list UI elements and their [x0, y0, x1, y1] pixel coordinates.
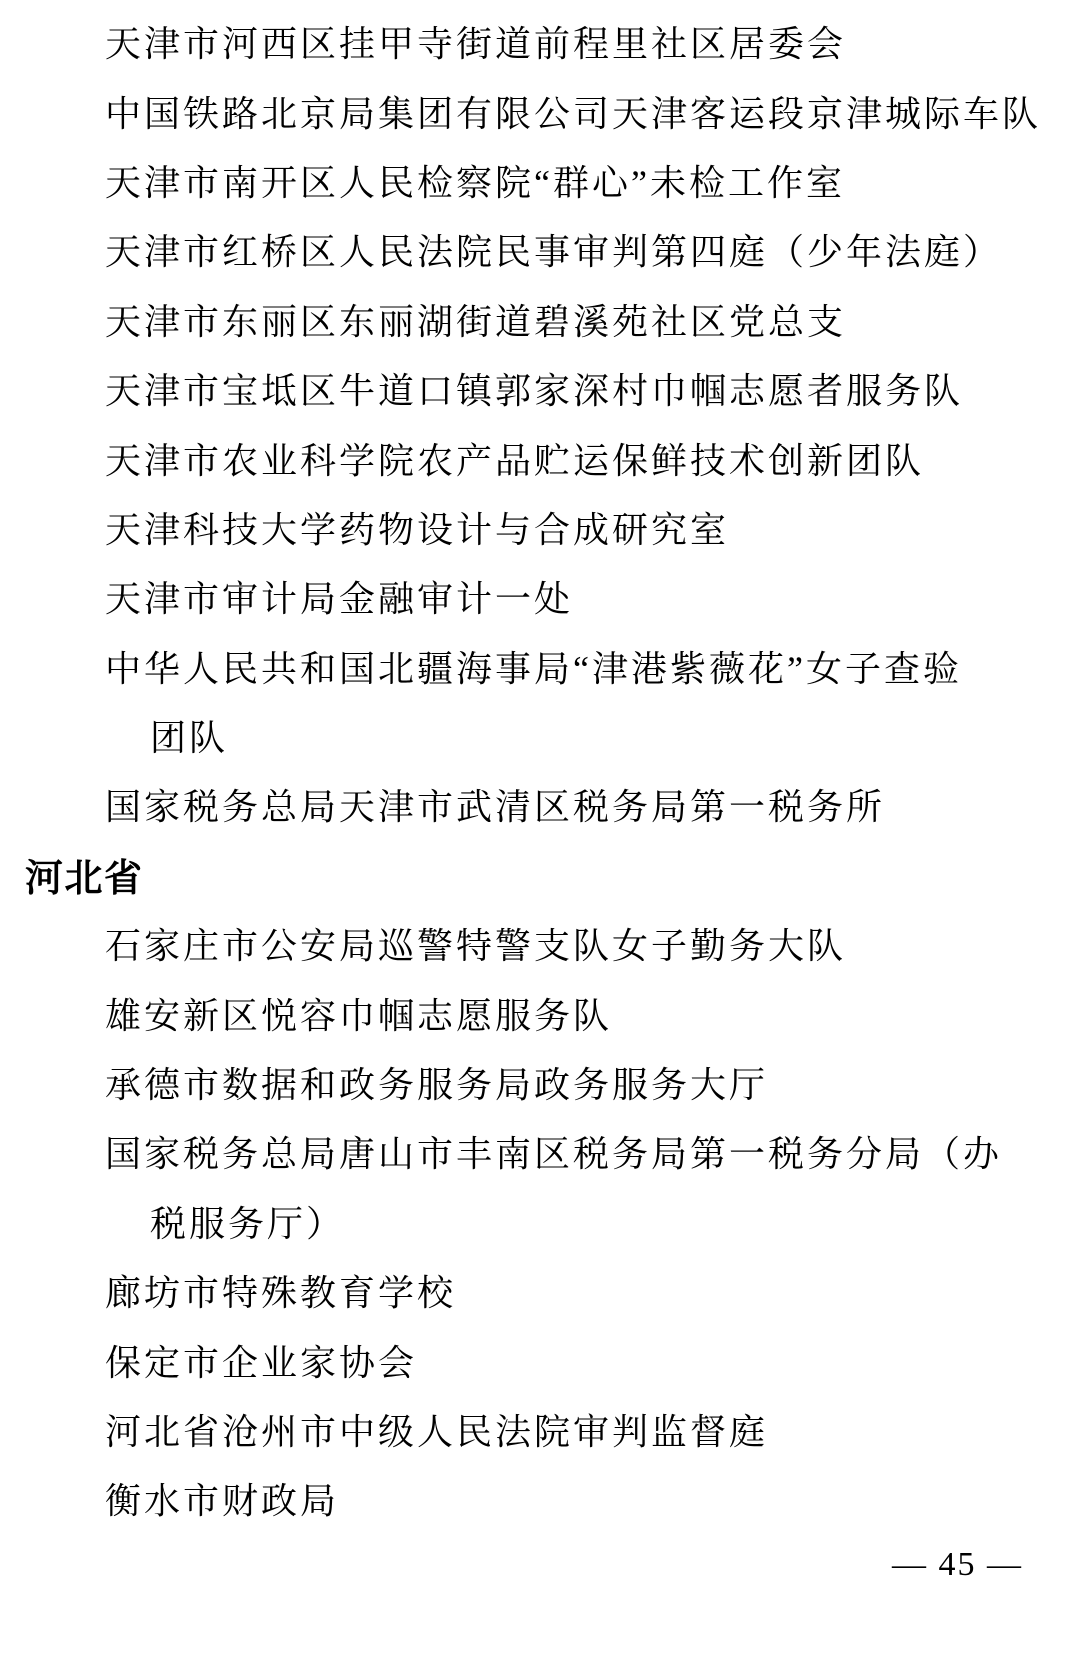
- org-item-line: 河北省沧州市中级人民法院审判监督庭: [105, 1412, 769, 1452]
- org-item-line: 天津市东丽区东丽湖街道碧溪苑社区党总支: [105, 301, 847, 342]
- org-item-line: 天津市农业科学院农产品贮运保鲜技术创新团队: [105, 440, 925, 481]
- org-item-line: 国家税务总局天津市武清区税务局第一税务所: [105, 787, 886, 828]
- org-item-continuation-line: 税服务厅）: [150, 1203, 346, 1244]
- org-item-line: 天津市南开区人民检察院“群心”未检工作室: [105, 162, 845, 203]
- page-number: — 45 —: [892, 1546, 1023, 1583]
- org-item-line: 衡水市财政局: [105, 1481, 340, 1522]
- org-item-line: 国家税务总局唐山市丰南区税务局第一税务分局（办: [105, 1134, 1003, 1175]
- org-item-line: 天津市审计局金融审计一处: [105, 579, 574, 620]
- org-item-line: 天津市红桥区人民法院民事审判第四庭（少年法庭）: [105, 232, 1003, 273]
- org-item-line: 承德市数据和政务服务局政务服务大厅: [105, 1065, 769, 1106]
- org-item-line: 中国铁路北京局集团有限公司天津客运段京津城际车队: [105, 93, 1042, 134]
- org-item-line: 天津科技大学药物设计与合成研究室: [105, 509, 730, 550]
- org-item-line: 雄安新区悦容巾帼志愿服务队: [105, 995, 613, 1036]
- org-item-line: 天津市宝坻区牛道口镇郭家深村巾帼志愿者服务队: [105, 371, 964, 412]
- org-item-line: 中华人民共和国北疆海事局“津港紫薇花”女子查验: [105, 648, 962, 689]
- org-item-line: 天津市河西区挂甲寺街道前程里社区居委会: [105, 24, 847, 65]
- org-item-continuation-line: 团队: [150, 718, 229, 759]
- org-item-line: 廊坊市特殊教育学校: [105, 1273, 457, 1314]
- org-item-line: 保定市企业家协会: [105, 1342, 418, 1383]
- section-header-hebei: 河北省: [25, 857, 144, 900]
- org-item-line: 石家庄市公安局巡警特警支队女子勤务大队: [105, 926, 847, 967]
- document-body: [25, 7, 1042, 1534]
